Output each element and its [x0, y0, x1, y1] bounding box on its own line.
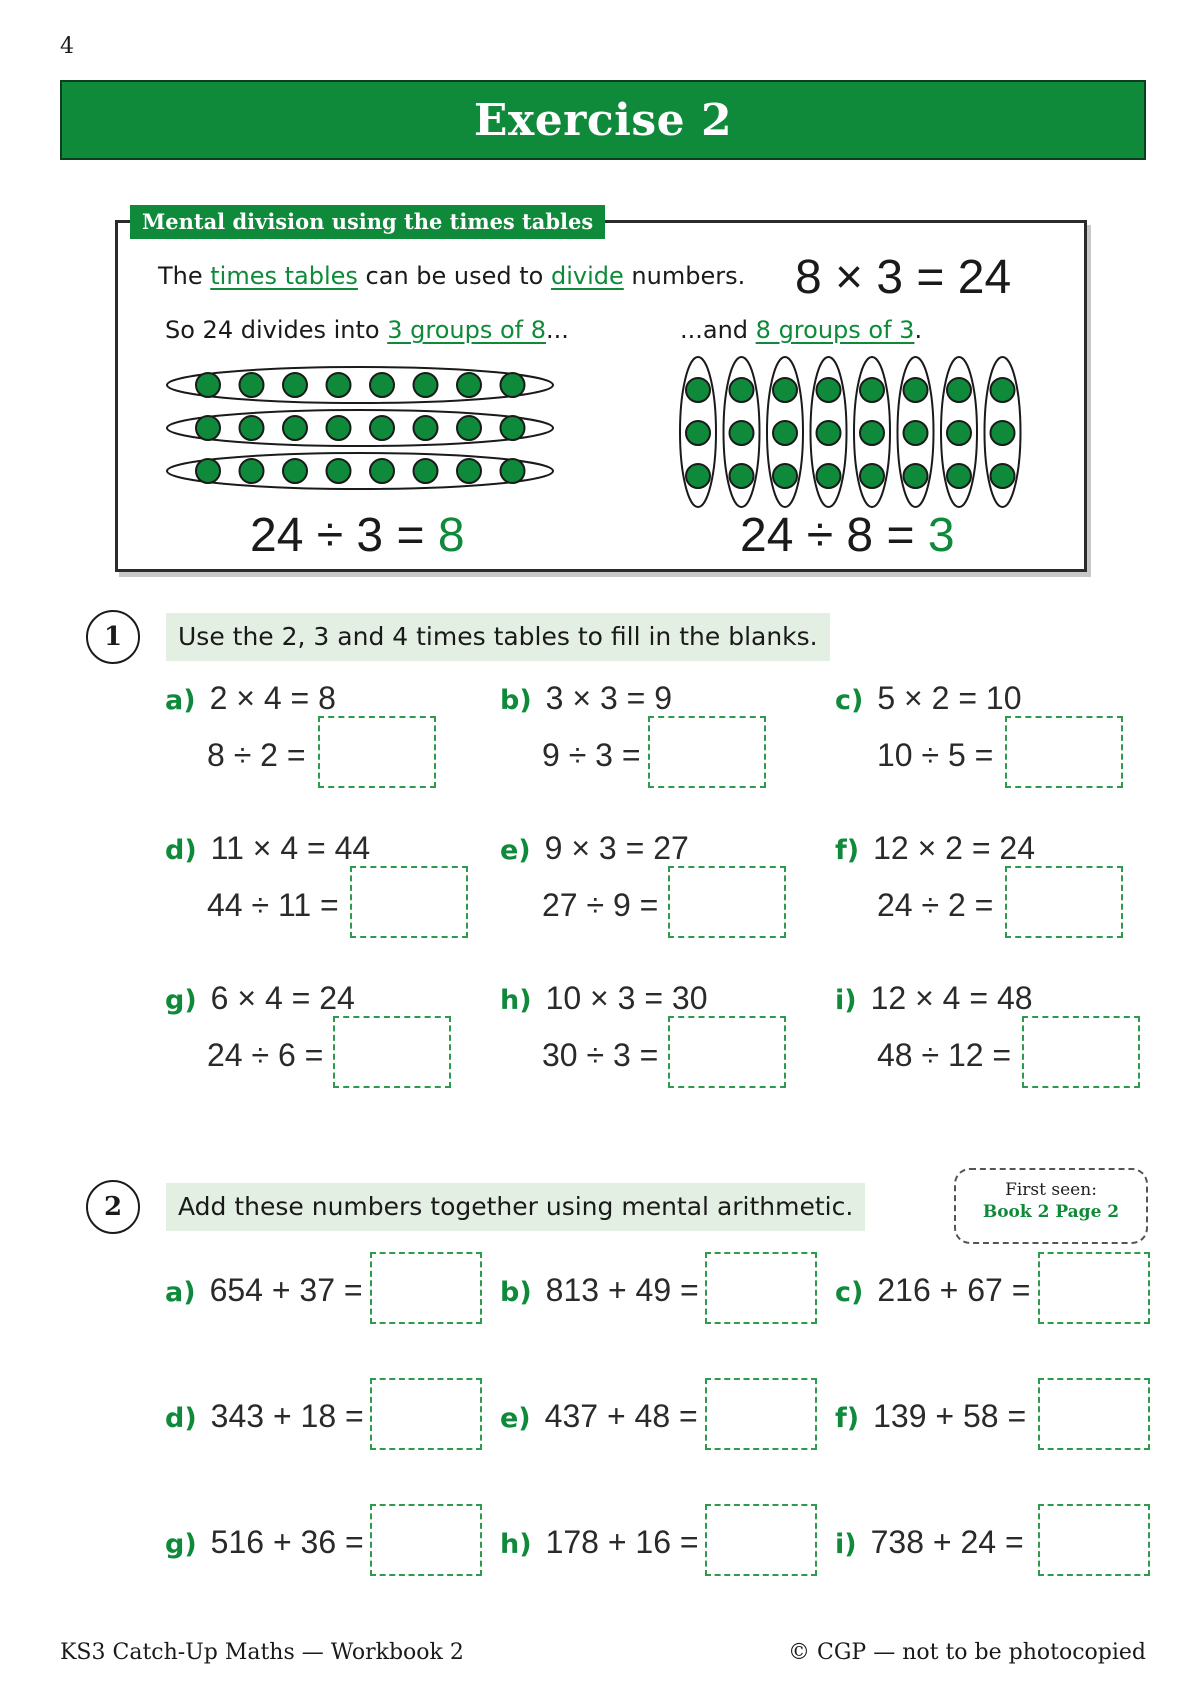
answer-box[interactable]	[668, 866, 786, 938]
counter-dot	[904, 464, 928, 488]
q2-part-prompt	[165, 1524, 364, 1561]
q1-part-given	[165, 830, 370, 867]
counter-dot	[991, 421, 1015, 445]
part-letter: f)	[835, 835, 860, 866]
addition-prompt: 738 + 24 =	[870, 1524, 1024, 1560]
group-row-1	[167, 367, 553, 403]
answer-box[interactable]	[648, 716, 766, 788]
answer-box[interactable]	[1005, 866, 1123, 938]
group-row-3	[167, 453, 553, 489]
q1-part-prompt: 24 ÷ 6 =	[207, 1037, 324, 1073]
answer-box[interactable]	[370, 1504, 482, 1576]
q2-part-prompt	[835, 1398, 1026, 1435]
part-letter: f)	[835, 1403, 860, 1434]
counter-dot	[773, 378, 797, 402]
answer-box[interactable]	[370, 1252, 482, 1324]
addition-prompt: 178 + 16 =	[545, 1524, 699, 1560]
part-letter: b)	[500, 1277, 532, 1308]
q1-part-prompt: 48 ÷ 12 =	[877, 1037, 1012, 1073]
q2-part-prompt	[500, 1398, 698, 1435]
q1-part-given	[500, 980, 707, 1017]
info-tab: Mental division using the times tables	[130, 205, 605, 239]
given-equation: 12 × 4 = 48	[870, 980, 1033, 1016]
q1-part-given	[165, 980, 355, 1017]
division-result: 8	[437, 509, 465, 562]
q1-part-given	[500, 830, 689, 867]
counter-dot	[730, 464, 754, 488]
answer-box[interactable]	[1038, 1378, 1150, 1450]
intro-highlight-divide: divide	[551, 262, 624, 290]
answer-box[interactable]	[1038, 1252, 1150, 1324]
counter-dot	[501, 373, 525, 397]
counter-dot	[283, 373, 307, 397]
caption-text: ...and	[680, 316, 756, 344]
answer-box[interactable]	[1022, 1016, 1140, 1088]
right-caption	[680, 316, 922, 344]
question-1-instruction: Use the 2, 3 and 4 times tables to fill in the blanks.	[166, 613, 830, 661]
addition-prompt: 216 + 67 =	[877, 1272, 1031, 1308]
part-letter: a)	[165, 685, 196, 716]
counter-dot	[860, 378, 884, 402]
caption-text: So 24 divides into	[165, 316, 388, 344]
caption-text: .	[914, 316, 923, 344]
part-letter: i)	[835, 985, 857, 1016]
question-1-number: 1	[86, 610, 140, 664]
counter-dot	[283, 416, 307, 440]
answer-box[interactable]	[1005, 716, 1123, 788]
counter-dot	[817, 421, 841, 445]
part-letter: e)	[500, 835, 531, 866]
answer-box[interactable]	[668, 1016, 786, 1088]
q1-part-prompt: 24 ÷ 2 =	[877, 887, 994, 923]
given-equation: 12 × 2 = 24	[873, 830, 1036, 866]
headline-equation: 8 × 3 = 24	[795, 251, 1012, 304]
counter-dot	[730, 378, 754, 402]
footer-copyright: © CGP — not to be photocopied	[788, 1640, 1146, 1665]
q2-part-prompt	[500, 1272, 699, 1309]
q1-part-prompt: 9 ÷ 3 =	[542, 737, 641, 773]
given-equation: 10 × 3 = 30	[545, 980, 708, 1016]
q1-part-given	[165, 680, 336, 717]
given-equation: 11 × 4 = 44	[210, 830, 371, 866]
first-seen-reference: Book 2 Page 2	[982, 1202, 1120, 1222]
eight-groups-of-three-diagram	[675, 352, 1025, 512]
q1-part-given	[835, 680, 1021, 717]
counter-dot	[991, 464, 1015, 488]
part-letter: b)	[500, 685, 532, 716]
counter-dot	[817, 464, 841, 488]
division-expression: 24 ÷ 8 =	[740, 509, 928, 562]
counter-dot	[904, 421, 928, 445]
q1-part-given	[835, 980, 1033, 1017]
counter-dot	[947, 378, 971, 402]
addition-prompt: 139 + 58 =	[873, 1398, 1027, 1434]
question-2-instruction: Add these numbers together using mental arithmetic.	[166, 1183, 865, 1231]
right-division-equation	[740, 508, 955, 563]
page-title: Exercise 2	[473, 94, 733, 146]
q1-part-given	[500, 680, 672, 717]
given-equation: 9 × 3 = 27	[544, 830, 689, 866]
counter-dot	[860, 464, 884, 488]
counter-dot	[773, 464, 797, 488]
answer-box[interactable]	[1038, 1504, 1150, 1576]
counter-dot	[686, 464, 710, 488]
answer-box[interactable]	[705, 1378, 817, 1450]
counter-dot	[991, 378, 1015, 402]
division-expression: 24 ÷ 3 =	[250, 509, 438, 562]
q1-part-given	[835, 830, 1035, 867]
addition-prompt: 437 + 48 =	[544, 1398, 698, 1434]
counter-dot	[947, 421, 971, 445]
q2-part-prompt	[165, 1272, 363, 1309]
page-number: 4	[60, 34, 74, 59]
given-equation: 3 × 3 = 9	[545, 680, 672, 716]
given-equation: 6 × 4 = 24	[210, 980, 355, 1016]
intro-highlight-times-tables: times tables	[210, 262, 358, 290]
intro-text: numbers.	[623, 262, 746, 290]
counter-dot	[196, 416, 220, 440]
counter-dot	[414, 459, 438, 483]
counter-dot	[196, 459, 220, 483]
intro-text: can be used to	[357, 262, 551, 290]
info-intro	[158, 262, 745, 290]
counter-dot	[686, 421, 710, 445]
question-2-number: 2	[86, 1180, 140, 1234]
part-letter: c)	[835, 685, 864, 716]
q1-part-prompt: 10 ÷ 5 =	[877, 737, 994, 773]
counter-dot	[240, 373, 264, 397]
division-result: 3	[927, 509, 955, 562]
counter-dot	[457, 373, 481, 397]
first-seen-label: First seen:	[1005, 1180, 1097, 1200]
part-letter: h)	[500, 985, 532, 1016]
counter-dot	[686, 378, 710, 402]
q2-part-prompt	[835, 1524, 1024, 1561]
q2-part-prompt	[165, 1398, 364, 1435]
q1-part-prompt: 27 ÷ 9 =	[542, 887, 659, 923]
counter-dot	[947, 464, 971, 488]
counter-dot	[370, 416, 394, 440]
counter-dot	[501, 416, 525, 440]
part-letter: g)	[165, 1529, 197, 1560]
answer-box[interactable]	[318, 716, 436, 788]
counter-dot	[370, 459, 394, 483]
part-letter: a)	[165, 1277, 196, 1308]
caption-text: ...	[546, 316, 569, 344]
answer-box[interactable]	[705, 1252, 817, 1324]
footer-book-title: KS3 Catch-Up Maths — Workbook 2	[60, 1640, 464, 1665]
caption-highlight: 8 groups of 3	[755, 316, 915, 344]
addition-prompt: 654 + 37 =	[209, 1272, 363, 1308]
part-letter: h)	[500, 1529, 532, 1560]
counter-dot	[773, 421, 797, 445]
part-letter: g)	[165, 985, 197, 1016]
part-letter: i)	[835, 1529, 857, 1560]
q2-part-prompt	[835, 1272, 1030, 1309]
q2-part-prompt	[500, 1524, 699, 1561]
counter-dot	[904, 378, 928, 402]
part-letter: d)	[165, 835, 197, 866]
counter-dot	[457, 416, 481, 440]
answer-box[interactable]	[350, 866, 468, 938]
q1-part-prompt: 8 ÷ 2 =	[207, 737, 306, 773]
counter-dot	[327, 416, 351, 440]
answer-box[interactable]	[705, 1504, 817, 1576]
left-caption	[165, 316, 569, 344]
intro-text: The	[158, 262, 211, 290]
counter-dot	[196, 373, 220, 397]
answer-box[interactable]	[370, 1378, 482, 1450]
counter-dot	[817, 378, 841, 402]
counter-dot	[414, 416, 438, 440]
counter-dot	[414, 373, 438, 397]
counter-dot	[327, 373, 351, 397]
answer-box[interactable]	[333, 1016, 451, 1088]
counter-dot	[240, 459, 264, 483]
first-seen-stamp	[954, 1168, 1148, 1244]
counter-dot	[860, 421, 884, 445]
part-letter: d)	[165, 1403, 197, 1434]
q1-part-prompt: 44 ÷ 11 =	[207, 887, 339, 923]
addition-prompt: 343 + 18 =	[210, 1398, 364, 1434]
part-letter: c)	[835, 1277, 864, 1308]
counter-dot	[370, 373, 394, 397]
counter-dot	[240, 416, 264, 440]
counter-dot	[501, 459, 525, 483]
title-banner	[60, 80, 1146, 160]
given-equation: 2 × 4 = 8	[209, 680, 336, 716]
counter-dot	[283, 459, 307, 483]
q1-part-prompt: 30 ÷ 3 =	[542, 1037, 659, 1073]
counter-dot	[327, 459, 351, 483]
counter-dot	[730, 421, 754, 445]
counter-dot	[457, 459, 481, 483]
addition-prompt: 516 + 36 =	[210, 1524, 364, 1560]
three-groups-of-eight-diagram	[160, 360, 570, 500]
given-equation: 5 × 2 = 10	[877, 680, 1022, 716]
addition-prompt: 813 + 49 =	[545, 1272, 699, 1308]
group-row-2	[167, 410, 553, 446]
left-division-equation	[250, 508, 465, 563]
part-letter: e)	[500, 1403, 531, 1434]
caption-highlight: 3 groups of 8	[387, 316, 546, 344]
